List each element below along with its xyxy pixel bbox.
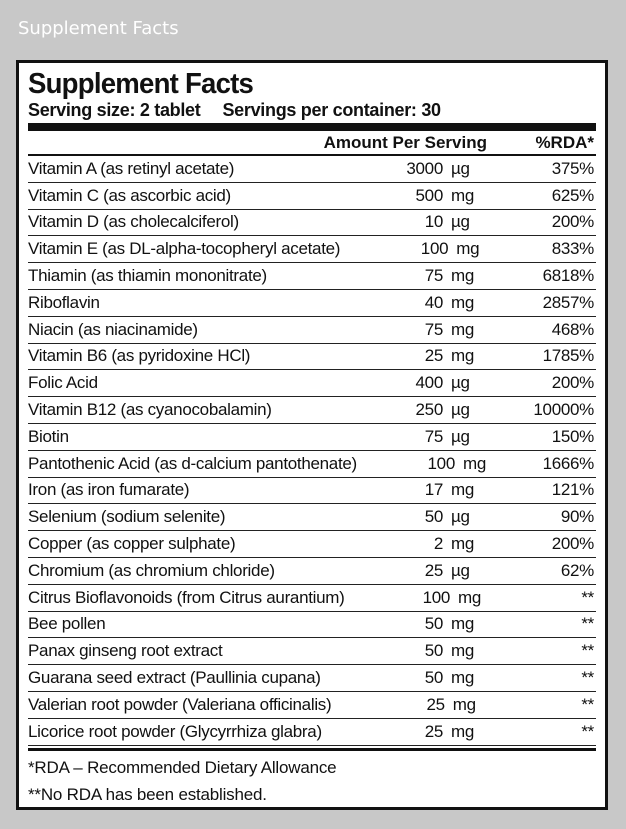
nutrient-name: Vitamin C (as ascorbic acid) <box>28 185 231 205</box>
amount-value: 100 <box>422 587 451 607</box>
amount-value: 25 <box>424 560 443 580</box>
nutrient-table <box>28 156 596 746</box>
page-header: Supplement Facts <box>18 18 179 39</box>
nutrient-name: Folic Acid <box>28 373 98 393</box>
rda-value: ** <box>581 694 594 714</box>
column-amount-header: Amount Per Serving <box>323 132 487 152</box>
nutrient-name: Guarana seed extract (Paullinia cupana) <box>28 668 321 688</box>
table-row <box>28 558 596 585</box>
table-row <box>28 531 596 558</box>
rda-value: 6818% <box>542 266 594 286</box>
nutrient-name: Riboflavin <box>28 292 100 312</box>
nutrient-name: Chromium (as chromium chloride) <box>28 560 275 580</box>
nutrient-name: Valerian root powder (Valeriana officinalis) <box>28 694 332 714</box>
amount-cell <box>331 695 488 715</box>
footnotes <box>28 754 596 808</box>
amount-unit: mg <box>451 614 475 634</box>
amount-value: 50 <box>424 507 443 527</box>
nutrient-name: Selenium (sodium selenite) <box>28 507 226 527</box>
amount-cell <box>327 507 487 527</box>
rda-value: 62% <box>560 560 594 580</box>
amount-unit: mg <box>452 694 476 714</box>
amount-value: 100 <box>420 239 449 259</box>
amount-cell <box>327 668 487 688</box>
nutrient-name: Licorice root powder (Glycyrrhiza glabra) <box>28 721 322 741</box>
amount-unit: µg <box>451 158 470 178</box>
amount-cell <box>340 239 492 259</box>
serving-info <box>28 100 596 120</box>
table-row <box>28 665 596 692</box>
amount-cell <box>327 614 487 634</box>
amount-unit: mg <box>451 641 475 661</box>
amount-cell <box>327 480 487 500</box>
rda-value: 121% <box>551 480 594 500</box>
column-rda-header: %RDA* <box>535 132 594 152</box>
table-row <box>28 719 596 746</box>
amount-cell <box>327 641 487 661</box>
nutrient-name: Niacin (as niacinamide) <box>28 319 198 339</box>
amount-unit: µg <box>451 400 470 420</box>
servings-per-container: Servings per container: 30 <box>222 100 441 120</box>
table-row <box>28 612 596 639</box>
amount-value: 25 <box>424 721 443 741</box>
nutrient-name: Iron (as iron fumarate) <box>28 480 190 500</box>
rda-value: 90% <box>560 507 594 527</box>
table-row <box>28 424 596 451</box>
amount-unit: mg <box>451 185 475 205</box>
amount-value: 10 <box>424 212 443 232</box>
table-row <box>28 397 596 424</box>
nutrient-name: Bee pollen <box>28 614 106 634</box>
amount-value: 40 <box>424 292 443 312</box>
amount-unit: mg <box>458 587 482 607</box>
amount-cell <box>327 186 487 206</box>
rda-value: ** <box>581 721 594 741</box>
amount-value: 50 <box>424 641 443 661</box>
amount-cell <box>327 293 487 313</box>
amount-value: 50 <box>424 614 443 634</box>
table-row <box>28 236 596 263</box>
amount-cell <box>327 373 487 393</box>
nutrient-name: Vitamin D (as cholecalciferol) <box>28 212 239 232</box>
amount-unit: µg <box>451 560 470 580</box>
nutrient-name: Vitamin B12 (as cyanocobalamin) <box>28 400 272 420</box>
rda-value: ** <box>581 641 594 661</box>
label-title: Supplement Facts <box>28 68 254 100</box>
amount-value: 17 <box>424 480 443 500</box>
amount-value: 500 <box>415 185 443 205</box>
amount-unit: mg <box>451 721 475 741</box>
rda-value: 200% <box>551 373 594 393</box>
amount-cell <box>327 266 487 286</box>
nutrient-name: Thiamin (as thiamin mononitrate) <box>28 266 267 286</box>
amount-value: 75 <box>424 426 443 446</box>
amount-value: 75 <box>424 266 443 286</box>
table-row <box>28 638 596 665</box>
serving-size: Serving size: 2 tablet <box>28 100 201 120</box>
rda-value: ** <box>581 587 594 607</box>
nutrient-name: Panax ginseng root extract <box>28 641 223 661</box>
amount-value: 50 <box>424 668 443 688</box>
rda-value: 375% <box>551 158 594 178</box>
table-row <box>28 317 596 344</box>
amount-cell <box>327 212 487 232</box>
amount-unit: µg <box>451 507 470 527</box>
table-row <box>28 478 596 505</box>
amount-unit: µg <box>451 212 470 232</box>
amount-unit: µg <box>451 373 470 393</box>
nutrient-name: Biotin <box>28 426 69 446</box>
rda-value: 2857% <box>542 292 594 312</box>
amount-value: 100 <box>427 453 455 473</box>
amount-unit: mg <box>451 266 475 286</box>
amount-cell <box>327 400 487 420</box>
rda-value: 1666% <box>542 453 594 473</box>
amount-value: 3000 <box>406 158 443 178</box>
amount-unit: mg <box>451 292 475 312</box>
table-row <box>28 344 596 371</box>
table-row <box>28 370 596 397</box>
rda-value: 200% <box>551 212 594 232</box>
column-header <box>28 131 596 156</box>
nutrient-name: Vitamin A (as retinyl acetate) <box>28 158 235 178</box>
nutrient-name: Pantothenic Acid (as d-calcium pantothenate) <box>28 453 357 473</box>
rda-value: 833% <box>551 239 594 259</box>
nutrient-name: Copper (as copper sulphate) <box>28 534 236 554</box>
nutrient-name: Citrus Bioflavonoids (from Citrus aurantium) <box>28 587 345 607</box>
thick-divider <box>28 123 596 131</box>
amount-value: 400 <box>415 373 443 393</box>
amount-value: 25 <box>424 346 443 366</box>
amount-unit: mg <box>451 534 475 554</box>
amount-cell <box>327 722 487 742</box>
amount-value: 250 <box>415 400 443 420</box>
nutrient-name: Vitamin B6 (as pyridoxine HCl) <box>28 346 251 366</box>
rda-value: ** <box>581 668 594 688</box>
amount-cell <box>345 588 495 608</box>
amount-unit: mg <box>451 480 475 500</box>
footnote-no-rda: **No RDA has been established. <box>28 784 267 804</box>
amount-value: 2 <box>433 534 443 554</box>
rda-value: 200% <box>551 534 594 554</box>
table-row <box>28 451 596 478</box>
supplement-facts-label <box>16 60 608 810</box>
table-row <box>28 183 596 210</box>
table-row <box>28 156 596 183</box>
amount-unit: mg <box>451 319 475 339</box>
rda-value: 468% <box>551 319 594 339</box>
amount-unit: mg <box>456 239 480 259</box>
amount-unit: mg <box>451 346 475 366</box>
rda-value: 150% <box>551 426 594 446</box>
amount-unit: mg <box>451 668 475 688</box>
footnote-rda: *RDA – Recommended Dietary Allowance <box>28 757 337 777</box>
amount-value: 25 <box>426 694 445 714</box>
table-row <box>28 210 596 237</box>
table-row <box>28 692 596 719</box>
amount-value: 75 <box>424 319 443 339</box>
table-row <box>28 504 596 531</box>
table-row <box>28 290 596 317</box>
rda-value: 625% <box>551 185 594 205</box>
amount-cell <box>327 427 487 447</box>
bottom-divider <box>28 748 596 751</box>
rda-value: ** <box>581 614 594 634</box>
amount-cell <box>357 454 499 474</box>
amount-unit: mg <box>462 453 487 473</box>
amount-cell <box>327 346 487 366</box>
amount-cell <box>327 534 487 554</box>
amount-cell <box>327 561 487 581</box>
table-row <box>28 263 596 290</box>
rda-value: 1785% <box>542 346 594 366</box>
amount-cell <box>327 320 487 340</box>
nutrient-name: Vitamin E (as DL-alpha-tocopheryl acetate) <box>28 239 341 259</box>
rda-value: 10000% <box>533 400 594 420</box>
amount-cell <box>327 159 487 179</box>
table-row <box>28 585 596 612</box>
amount-unit: µg <box>451 426 470 446</box>
